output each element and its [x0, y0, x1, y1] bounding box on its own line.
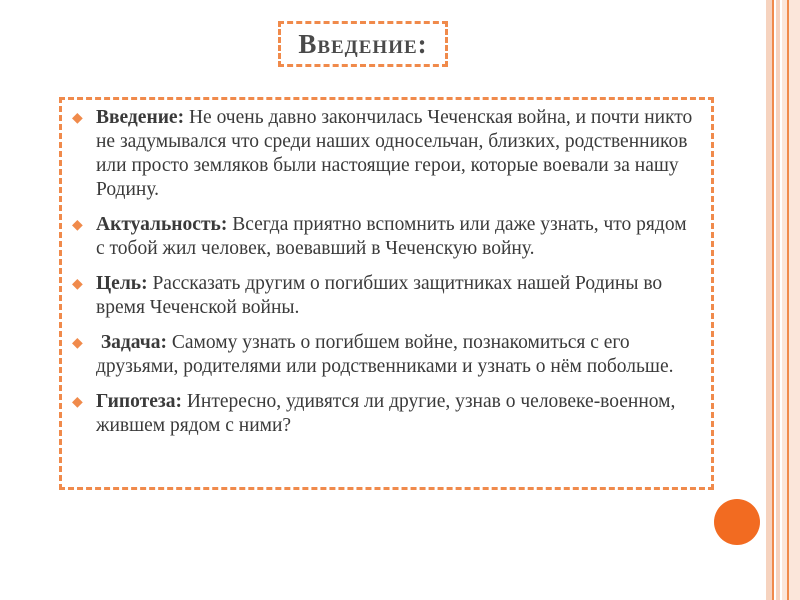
bullet-paragraph: [70, 390, 699, 438]
paragraph-lead: Введение:: [96, 107, 185, 128]
decor-stripe: [787, 0, 789, 600]
bullet-icon: ◆: [72, 111, 83, 126]
bullet-paragraph: [70, 106, 699, 202]
title-frame: [278, 21, 448, 67]
decor-stripe: [782, 0, 800, 600]
bullet-paragraph: [70, 272, 699, 320]
bullet-paragraph: [70, 213, 699, 261]
paragraph-text: Интересно, удивятся ли другие, узнав о человеке-военном, жившем рядом с ними?: [96, 391, 676, 436]
content-frame: [59, 97, 714, 490]
slide-title: Введение:: [298, 28, 428, 59]
paragraph-text: Рассказать другим о погибших защитниках нашей Родины во время Чеченской войны.: [96, 273, 663, 318]
paragraph-lead: Задача:: [96, 332, 167, 353]
bullet-icon: ◆: [72, 218, 83, 233]
bullet-icon: ◆: [72, 277, 83, 292]
paragraph-lead: Цель:: [96, 273, 148, 294]
decor-stripe: [776, 0, 780, 600]
decor-stripe: [772, 0, 774, 600]
decor-circle: [714, 499, 760, 545]
paragraph-text: Самому узнать о погибшем войне, познакомиться с его друзьями, родителями или родственниками и узнать о нём побольше.: [96, 332, 674, 377]
bullet-icon: ◆: [72, 336, 83, 351]
paragraph-lead: Актуальность:: [96, 214, 228, 235]
paragraph-text: Не очень давно закончилась Чеченская война, и почти никто не задумывался что среди наших односельчан, близких, родственников или просто земляков были настоящие герои, которые воевали за нашу Родину.: [96, 107, 693, 200]
paragraph-text: Всегда приятно вспомнить или даже узнать, что рядом с тобой жил человек, воевавший в Чеченскую войну.: [96, 214, 687, 259]
paragraph-lead: Гипотеза:: [96, 391, 182, 412]
bullet-icon: ◆: [72, 395, 83, 410]
bullet-paragraph: [70, 331, 699, 379]
